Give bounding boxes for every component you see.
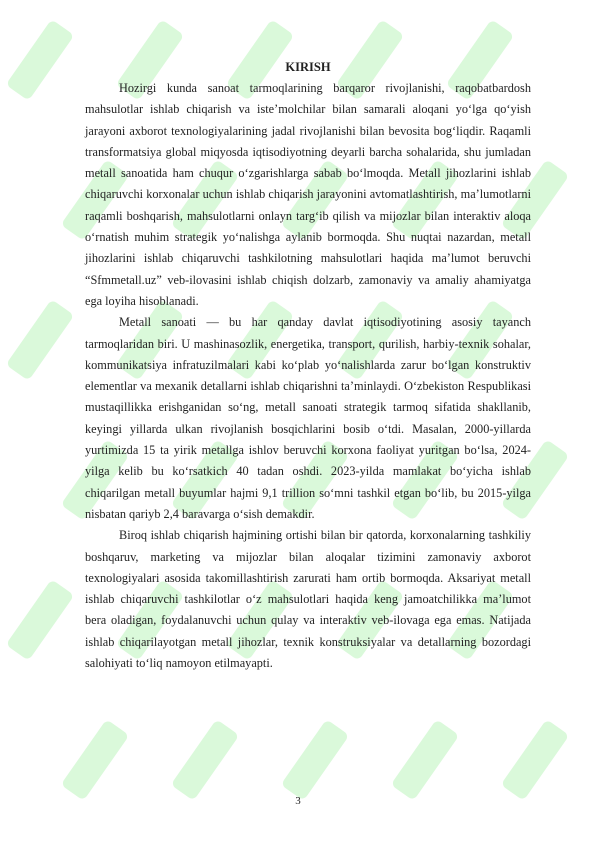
- page-number: 3: [295, 795, 301, 807]
- watermark-mark: [6, 19, 75, 101]
- watermark-mark: [501, 719, 570, 801]
- paragraph-2: Metall sanoati — bu har qanday davlat iqtisodiyotining asosiy tayanch tarmoqlaridan biri. U mashinasozlik, energetika, transport, qurilish, harbiy-texnik sohalar, kommunikatsiya infratuzilmalari kabi ko‘plab yo‘nalishlarda zarur bo‘lgan konstruktiv elementlar va mexanik detallarni ishlab chiqarishni ta’minlaydi. O‘zbekiston Respublikasi mustaqillikka erishganidan so‘ng, metall sanoati strategik tarmoq sifatida shakllanib, keyingi yillarda ulkan rivojlanish bosqichlarini bosib o‘tdi. Masalan, 2000-yillarda yurtimizda 15 ta yirik metallga ishlov beruvchi korxona faoliyat yuritgan bo‘lsa, 2024-yilga kelib bu ko‘rsatkich 40 tadan oshdi. 2023-yilda mamlakat bo‘yicha ishlab chiqarilgan metall buyumlar hajmi 9,1 trillion so‘mni tashkil etgan bo‘lib, bu 2015-yilga nisbatan qariyb 2,4 baravarga o‘sish demakdir.: [85, 315, 531, 521]
- watermark-mark: [171, 719, 240, 801]
- paragraph-3: Biroq ishlab chiqarish hajmining ortishi bilan bir qatorda, korxonalarning tashkiliy boshqaruv, marketing va mijozlar bilan aloqalar tizimini zamonaviy axborot texnologiyalari asosida takomillashtirish zarurati ham ortib bormoqda. Aksariyat metall ishlab chiqaruvchi tashkilotlar o‘z mahsulotlari haqida keng jamoatchilikka ma’lumot bera oladigan, foydalanuvchi uchun qulay va interaktiv veb-ilovaga ega emas. Natijada ishlab chiqarilayotgan metall jihozlar, texnik konstruksiyalar va detallarning bozordagi salohiyati to‘liq namoyon etilmayapti.: [85, 528, 531, 671]
- watermark-mark: [391, 719, 460, 801]
- watermark-mark: [61, 719, 130, 801]
- section-title: KIRISH: [285, 60, 331, 74]
- paragraph-1: Hozirgi kunda sanoat tarmoqlarining barqaror rivojlanishi, raqobatbardosh mahsulotlar ishlab chiqarish va iste’molchilar bilan samarali aloqani yo‘lga qo‘yish jarayoni axborot texnologiyalarining jadal rivojlanishi bilan bevosita bog‘liqdir. Raqamli transformatsiya global miqyosda iqtisodiyotning deyarli barcha sohalarida, shu jumladan metall sanoatida ham chuqur o‘zgarishlarga sabab bo‘lmoqda. Metall jihozlarini ishlab chiqaruvchi korxonalar uchun ishlab chiqarish jarayonini avtomatlashtirish, ma’lumotlarni raqamli boshqarish, mahsulotlarni onlayn targ‘ib qilish va mijozlar bilan interaktiv aloqa o‘rnatish muhim strategik yo‘nalishga aylanib bormoqda. Shu nuqtai nazardan, metall jihozlarini ishlab chiqaruvchi tashkilotning mahsulotlari haqida ma’lumot beruvchi “Sfmmetall.uz” veb-ilovasini ishlab chiqish dolzarb, zamonaviy va amaliy ahamiyatga ega loyiha hisoblanadi.: [85, 81, 531, 308]
- watermark-mark: [6, 299, 75, 381]
- watermark-mark: [281, 719, 350, 801]
- document-body: [85, 58, 531, 674]
- watermark-mark: [6, 579, 75, 661]
